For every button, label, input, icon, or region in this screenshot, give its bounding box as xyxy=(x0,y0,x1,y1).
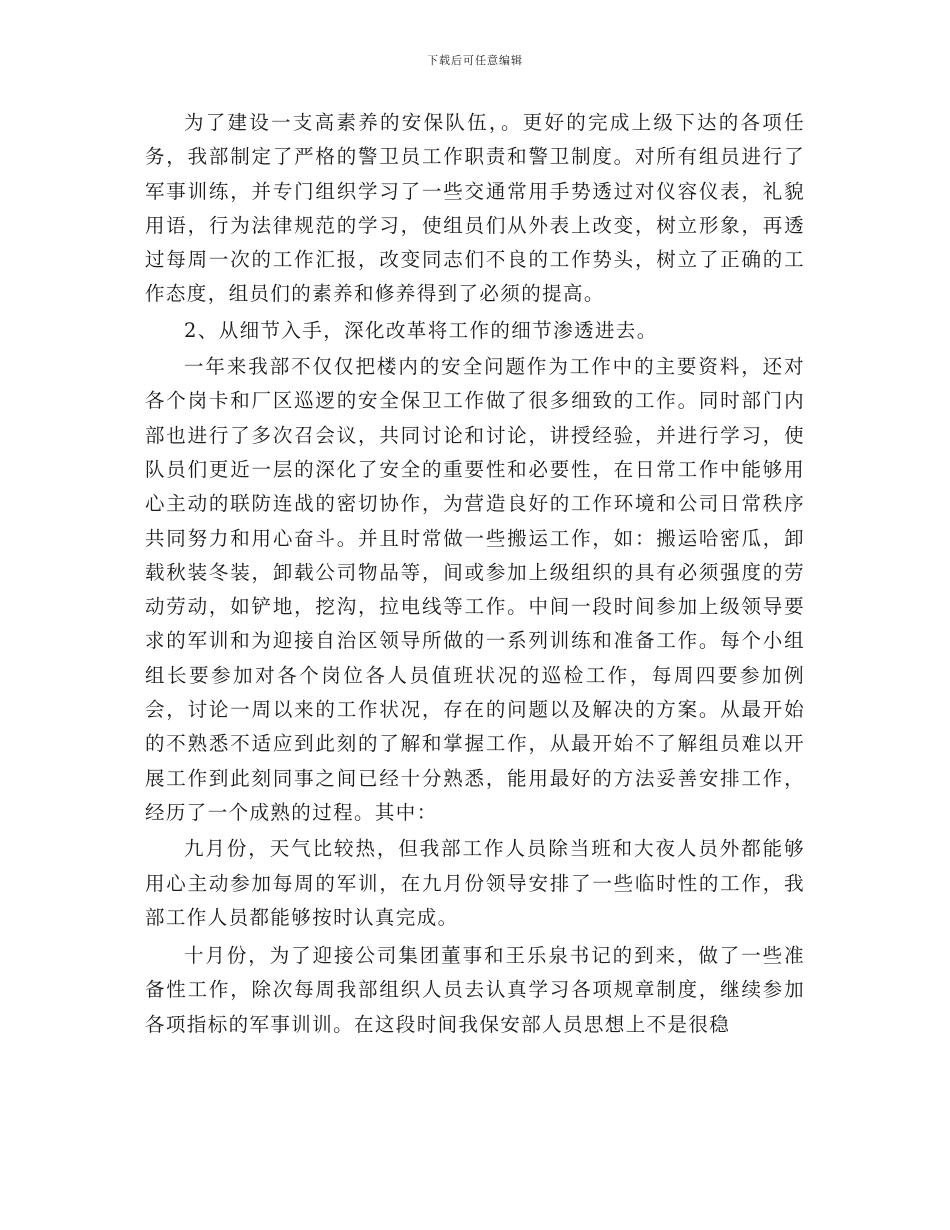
paragraph-training: 为了建设一支高素养的安保队伍，。更好的完成上级下达的各项任务，我部制定了严格的警卫员工作职责和警卫制度。对所有组员进行了军事训练，并专门组织学习了一些交通常用手势透过对仪容仪表，礼貌用语，行为法律规范的学习，使组员们从外表上改变，树立形象，再透过每周一次的工作汇报，改变同志们不良的工作势头，树立了正确的工作态度，组员们的素养和修养得到了必须的提高。 xyxy=(145,111,805,306)
page-header: 下载后可任意编辑 xyxy=(427,54,523,67)
paragraph-september: 九月份，天气比较热，但我部工作人员除当班和大夜人员外都能够用心主动参加每周的军训，在九月份领导安排了一些临时性的工作，我部工作人员都能够按时认真完成。 xyxy=(145,837,805,929)
paragraph-annual-work: 一年来我部不仅仅把楼内的安全问题作为工作中的主要资料，还对各个岗卡和厂区巡逻的安全保卫工作做了很多细致的工作。同时部门内部也进行了多次召会议，共同讨论和讨论，讲授经验，并进行学习，使队员们更近一层的深化了安全的重要性和必要性，在日常工作中能够用心主动的联防连战的密切协作，为营造良好的工作环境和公司日常秩序共同努力和用心奋斗。并且时常做一些搬运工作，如：搬运哈密瓜，卸载秋装冬装，卸载公司物品等，间或参加上级组织的具有必须强度的劳动劳动，如铲地，挖沟，拉电线等工作。中间一段时间参加上级领导要求的军训和为迎接自治区领导所做的一系列训练和准备工作。每个小组组长要参加对各个岗位各人员值班状况的巡检工作，每周四要参加例会，讨论一周以来的工作状况，存在的问题以及解决的方案。从最开始的不熟悉不适应到此刻的了解和掌握工作，从最开始不了解组员难以开展工作到此刻同事之间已经十分熟悉，能用最好的方法妥善安排工作，经历了一个成熟的过程。其中： xyxy=(145,355,805,824)
paragraph-heading-details: 2、从细节入手，深化改革将工作的细节渗透进去。 xyxy=(184,318,658,342)
document-body xyxy=(145,106,805,1042)
paragraph-october: 十月份，为了迎接公司集团董事和王乐泉书记的到来，做了一些准备性工作，除次每周我部组织人员去认真学习各项规章制度，继续参加各项指标的军事训训。在这段时间我保安部人员思想上不是很稳 xyxy=(145,944,805,1036)
